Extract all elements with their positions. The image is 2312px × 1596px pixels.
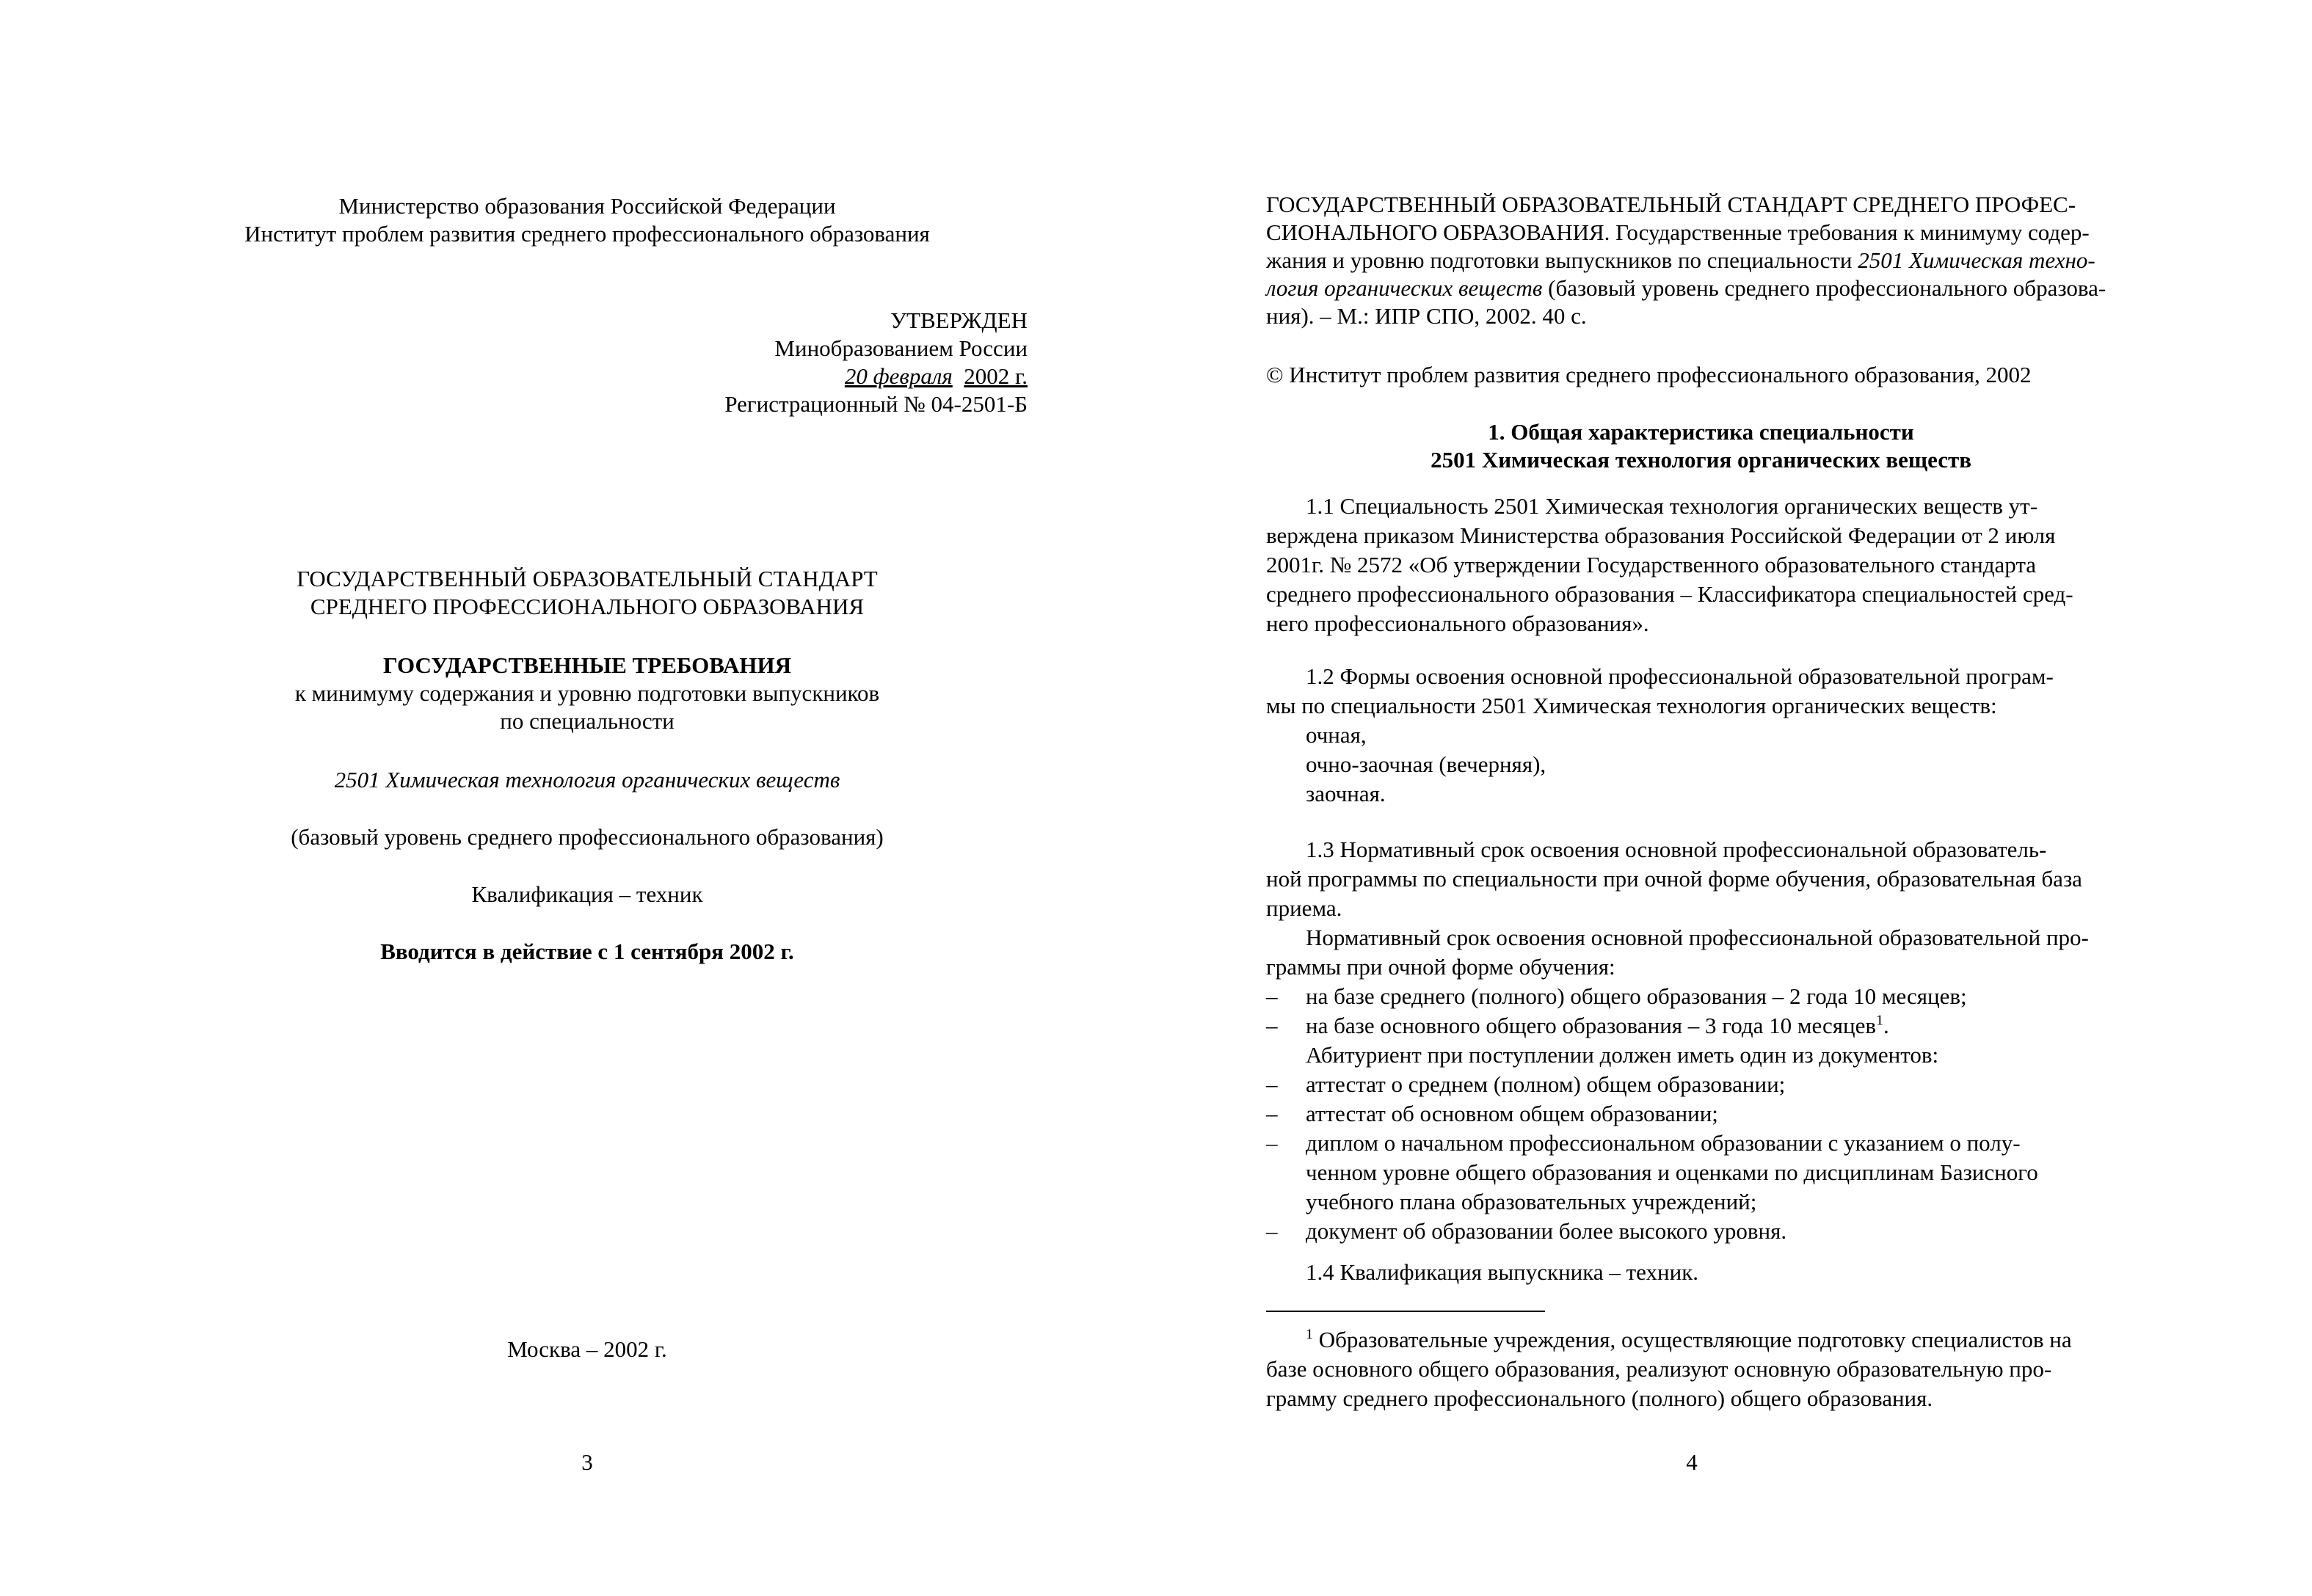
- p11-line: среднего профессионального образования – Классификатора специальностей сред-: [1266, 581, 2073, 607]
- term-text: на базе основного общего образования – 3 года 10 месяцев: [1306, 1013, 1877, 1038]
- doc-text: документ об образовании более высокого уровня.: [1306, 1218, 1787, 1244]
- standard-title-line2: СРЕДНЕГО ПРОФЕССИОНАЛЬНОГО ОБРАЗОВАНИЯ: [310, 594, 865, 619]
- footnote-rule: [1266, 1311, 1545, 1312]
- footnote-line: грамму среднего профессионального (полного) общего образования.: [1266, 1385, 1933, 1411]
- p11-line: 2001г. № 2572 «Об утверждении Государственного образовательного стандарта: [1266, 552, 2037, 577]
- city-year: Москва – 2002 г.: [507, 1336, 667, 1362]
- registration-number: Регистрационный № 04-2501-Б: [724, 391, 1028, 417]
- doc-continuation: учебного плана образовательных учреждений;: [1306, 1189, 1757, 1214]
- footnote: [1266, 1325, 2136, 1413]
- term-item: [1266, 982, 2136, 1011]
- copyright-line: © Институт проблем развития среднего профессионального образования, 2002: [1266, 362, 2032, 387]
- approval-date-underlined: 20 февраля: [844, 363, 953, 389]
- dash-mark: –: [1266, 1101, 1278, 1126]
- footnote-line: базе основного общего образования, реализуют основную образовательную про-: [1266, 1356, 2052, 1382]
- requirements-title: ГОСУДАРСТВЕННЫЕ ТРЕБОВАНИЯ: [383, 652, 791, 678]
- approval-date-year: 2002 г.: [964, 363, 1028, 389]
- p13-line: ной программы по специальности при очной форме обучения, образовательная база: [1266, 866, 2082, 892]
- education-level: (базовый уровень среднего профессионального образования): [291, 824, 884, 850]
- doc-continuation: ченном уровне общего образования и оценками по дисциплинам Базисного: [1306, 1159, 2038, 1185]
- term-text: на базе среднего (полного) общего образования – 2 года 10 месяцев;: [1306, 983, 1967, 1009]
- paragraph-1-2: [1266, 662, 2136, 809]
- approval-date: [514, 362, 1028, 390]
- doc-item: [1266, 1099, 2136, 1129]
- dash-mark: –: [1266, 1218, 1278, 1244]
- bibliographic-line1: ГОСУДАРСТВЕННЫЙ ОБРАЗОВАТЕЛЬНЫЙ СТАНДАРТ СРЕДНЕГО ПРОФЕС-: [1266, 192, 2076, 217]
- bibliographic-line3-text: жания и уровню подготовки выпускников по специальности: [1266, 247, 1858, 273]
- requirements-line2: по специальности: [500, 708, 675, 734]
- p12-line: мы по специальности 2501 Химическая технология органических веществ:: [1266, 693, 1997, 718]
- applicant-line: Абитуриент при поступлении должен иметь один из документов:: [1306, 1042, 1939, 1068]
- qualification: Квалификация – техник: [471, 881, 703, 907]
- institute-line: Институт проблем развития среднего профессионального образования: [244, 221, 930, 247]
- paragraph-1-3: [1266, 835, 2136, 1246]
- bibliographic-line2: СИОНАЛЬНОГО ОБРАЗОВАНИЯ. Государственные требования к минимуму содер-: [1266, 219, 2090, 245]
- approved-by: Минобразованием России: [774, 335, 1028, 361]
- dash-mark: –: [1266, 1071, 1278, 1097]
- ministry-line: Министерство образования Российской Федерации: [338, 193, 836, 219]
- doc-text: диплом о начальном профессиональном образовании с указанием о полу-: [1306, 1130, 2021, 1156]
- footnote-text: Образовательные учреждения, осуществляющие подготовку специалистов на: [1313, 1327, 2072, 1352]
- section-title-line1: 1. Общая характеристика специальности: [1488, 419, 1914, 445]
- standard-title-line1: ГОСУДАРСТВЕННЫЙ ОБРАЗОВАТЕЛЬНЫЙ СТАНДАРТ: [297, 566, 878, 591]
- p13-line: приема.: [1266, 895, 1342, 921]
- dash-mark: –: [1266, 983, 1278, 1009]
- footnote-line: [1266, 1325, 2136, 1355]
- dash-mark: –: [1266, 1130, 1278, 1156]
- term-end: .: [1883, 1013, 1889, 1038]
- specialty-title: 2501 Химическая технология органических веществ: [334, 767, 840, 792]
- doc-text: аттестат об основном общем образовании;: [1306, 1101, 1718, 1126]
- page-number-left: 3: [581, 1449, 593, 1475]
- requirements-line1: к минимуму содержания и уровню подготовки выпускников: [294, 680, 880, 706]
- doc-item: [1266, 1129, 2136, 1158]
- footnote-ref[interactable]: 1: [1876, 1012, 1884, 1029]
- bibliographic-specialty: 2501 Химическая техно-: [1858, 247, 2095, 273]
- doc-text: аттестат о среднем (полном) общем образовании;: [1306, 1071, 1786, 1097]
- p13b-line: Нормативный срок освоения основной профессиональной образовательной про-: [1306, 925, 2089, 950]
- form-item: заочная.: [1306, 781, 1386, 806]
- page-number-right: 4: [1686, 1449, 1698, 1475]
- bibliographic-line5: ния). – М.: ИПР СПО, 2002. 40 с.: [1266, 303, 1587, 329]
- right-page: [1156, 0, 2312, 1596]
- p11-line: него профессионального образования».: [1266, 611, 1649, 636]
- approved-title: УТВЕРЖДЕН: [890, 307, 1028, 333]
- bibliographic-specialty-cont: логия органических веществ: [1266, 275, 1543, 301]
- bibliographic-line4: [1266, 274, 2136, 302]
- form-item: очно-заочная (вечерняя),: [1306, 751, 1546, 777]
- term-item: [1266, 1011, 2136, 1041]
- footnote-mark: 1: [1306, 1326, 1313, 1343]
- doc-item: [1266, 1070, 2136, 1099]
- p13-line: 1.3 Нормативный срок освоения основной профессиональной образователь-: [1306, 837, 2047, 862]
- dash-mark: –: [1266, 1013, 1278, 1038]
- p11-line: 1.1 Специальность 2501 Химическая технология органических веществ ут-: [1306, 493, 2038, 519]
- p13b-line: граммы при очной форме обучения:: [1266, 954, 1615, 980]
- bibliographic-line4-text: (базовый уровень среднего профессионального образова-: [1542, 275, 2106, 301]
- bibliographic-line3: [1266, 247, 2136, 274]
- paragraph-1-4: 1.4 Квалификация выпускника – техник.: [1306, 1259, 1699, 1285]
- paragraph-1-1: [1266, 492, 2136, 638]
- doc-item: [1266, 1217, 2136, 1246]
- form-item: очная,: [1306, 722, 1367, 748]
- effective-date: Вводится в действие с 1 сентября 2002 г.: [380, 939, 794, 964]
- section-title-line2: 2501 Химическая технология органических веществ: [1431, 447, 1971, 473]
- p11-line: верждена приказом Министерства образования Российской Федерации от 2 июля: [1266, 522, 2056, 548]
- p12-line: 1.2 Формы освоения основной профессиональной образовательной програм-: [1306, 663, 2054, 689]
